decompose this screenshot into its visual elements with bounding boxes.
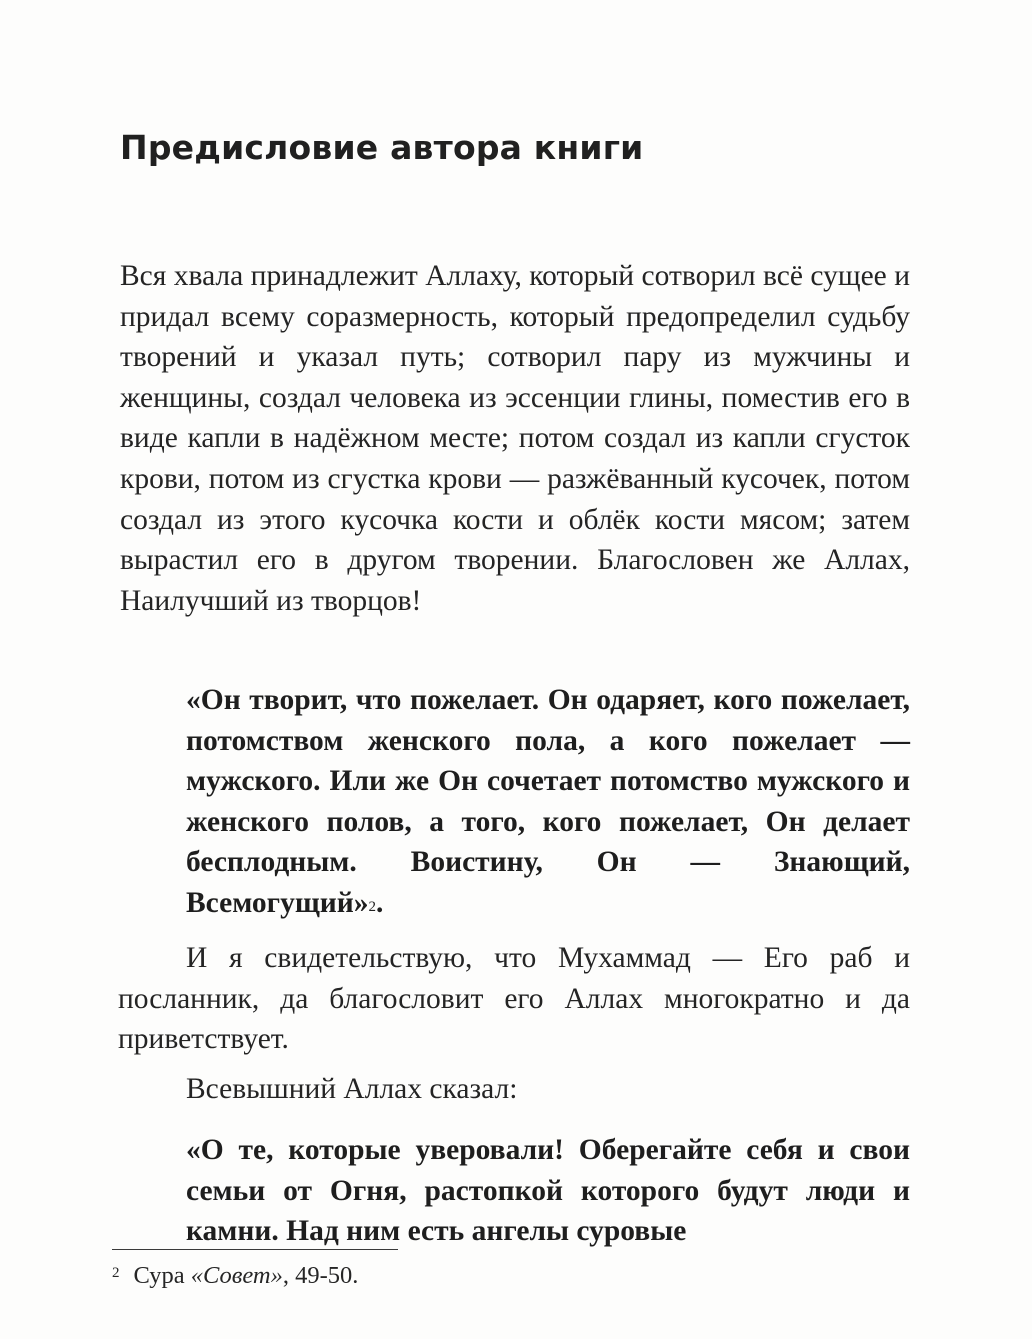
footnote-suffix: , 49-50. [282,1262,359,1289]
page-title: Предисловие автора книги [120,128,644,167]
footnote-prefix: Сура [133,1262,191,1289]
footnote-number: 2 [112,1265,120,1281]
footnote-reference: 2 [368,898,376,915]
paragraph-testimony: И я свидетельствую, что Мухаммад — Его раб и посланник, да благословит его Аллах многократно и да приветствует. [118,942,910,1056]
quran-quote-1 [186,680,910,924]
quote-1-end: . [375,886,384,919]
footnote-divider [112,1249,398,1250]
footnote [112,1262,358,1290]
quote-1-text: «Он творит, что пожелает. Он одаряет, кого пожелает, потомством женского пола, а кого пожелает — мужского. Или же Он сочетает потомство мужского и женского полов, а того, кого пожелает, Он делает бесплодным. Воистину, Он — Знающий, Всемогущий» [186,684,910,919]
paragraph-praise: Вся хвала принадлежит Аллаху, который сотворил всё сущее и придал всему соразмерность, который предопределил судьбу творений и указал путь; сотворил пару из мужчины и женщины, создал человека из эссенции глины, поместив его в виде капли в надёжном месте; потом создал из капли сгусток крови, потом из сгустка крови — разжёванный кусочек, потом создал из этого кусочка кости и облёк кости мясом; затем вырастил его в другом творении. Благословен же Аллах, Наилучший из творцов! [120,260,910,617]
quran-quote-2: «О те, которые уверовали! Оберегайте себя и свои семьи от Огня, растопкой которого будут люди и камни. Над ним есть ангелы суровые [186,1134,910,1248]
paragraph-said: Всевышний Аллах сказал: [186,1073,518,1105]
footnote-source: «Совет» [190,1262,283,1289]
